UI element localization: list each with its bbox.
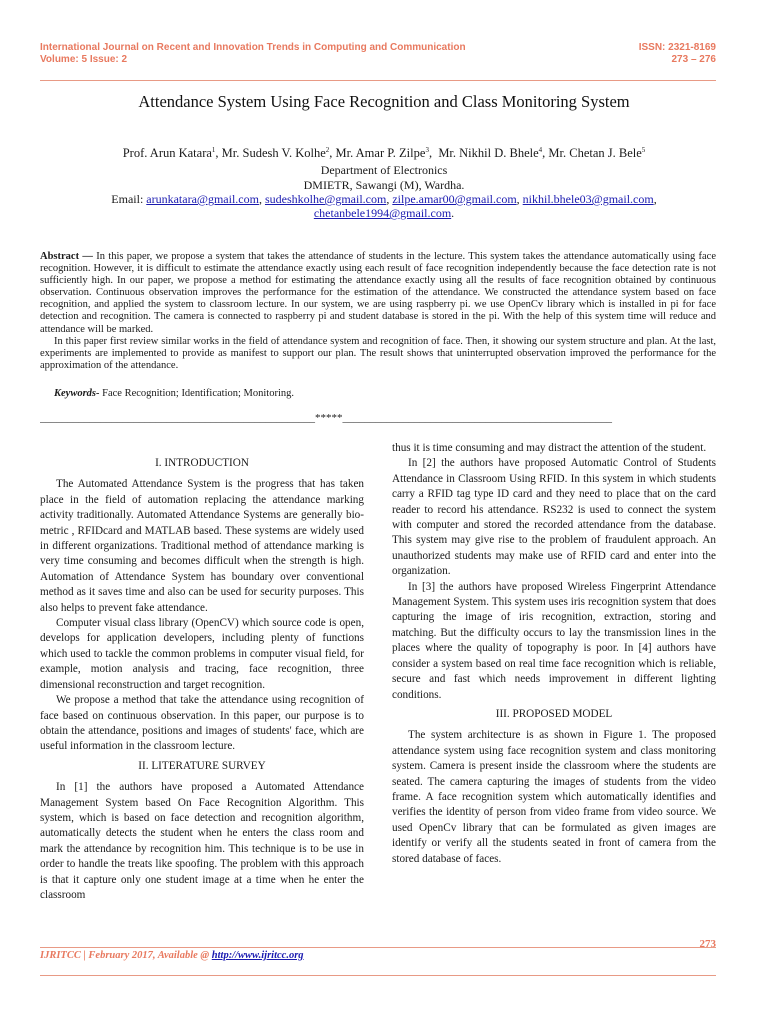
journal-pages: 273 – 276 <box>671 54 716 65</box>
body-paragraph: We propose a method that take the attendance using recognition of face based on continuous observation. In this paper, our purpose is to obtain the attendance, positions and images of students' face, which are useful information in the classroom lecture. <box>40 694 364 753</box>
journal-title <box>40 42 466 66</box>
affiliation-dept: Department of Electronics <box>320 163 448 177</box>
journal-issn: ISSN: 2321-8169 <box>638 42 716 53</box>
affiliation-institute: DMIETR, Sawangi (M), Wardha. <box>303 178 465 192</box>
footer-link[interactable]: http://www.ijritcc.org <box>211 950 304 961</box>
body-paragraph: thus it is time consuming and may distract the attention of the student. <box>392 442 707 454</box>
keywords <box>54 388 294 399</box>
abstract-paragraph: In this paper first review similar works in the field of attendance system and recognition of face. Then, it showing our system structure and plan. At the last, experiments are implemented to provide as manifest to support our plan. The result shows that uninterrupted observation improved the performance for the approximation of the attendance. <box>40 335 716 371</box>
page-number: 273 <box>699 938 716 950</box>
header-divider <box>40 80 716 81</box>
body-paragraph: Computer visual class library (OpenCV) which source code is open, develops for application developers, including plenty of functions which used to tackle the common problems in computer visual field, for example, motion analysis and tracing, face recognition, three dimensional reconstruction and target recognition. <box>40 617 364 691</box>
author-list: Prof. Arun Katara$^1$, Mr. Sudesh V. Kolhe$^2$, Mr. Amar P. Zilpe$^3$, Mr. Nikhil D. Bhele$^4$, Mr. Chetan J. Bele$^5$ <box>122 146 646 161</box>
journal-issn-block <box>639 42 716 66</box>
right-column <box>392 441 716 867</box>
author: Mr. Nikhil D. Bhele <box>438 146 539 161</box>
author: Mr. Chetan J. Bele <box>548 146 642 161</box>
abstract-label: Abstract — <box>40 251 93 262</box>
section-separator: __________________________________________________*****_________________________________________________ <box>40 412 612 424</box>
author: Mr. Amar P. Zilpe <box>335 146 426 161</box>
body-paragraph: In [3] the authors have proposed Wireless Fingerprint Attendance Management System. This system uses iris recognition system that does capturing the image of iris recognition, extraction, storing and matching. But the difficulty occurs to lay the transmission lines in the places where the quality of topography is poor. In [4] authors have consider a system based on real time face recognition which is reliable, secure and fast which needs improvement in different lighting conditions. <box>392 580 716 701</box>
footer-bottom-divider <box>40 975 716 976</box>
body-paragraph: In [1] the authors have proposed a Automated Attendance Management System based On Face Recognition Algorithm. This system, which is based on face detection and recognition algorithm, automatically detects the student when he enters the class room and mark the attendance by recognition him. This technique is to be use in order to handle the treats like spoofing. The problem with this approach is that it capture only one student image at a time when he enter the classroom <box>40 781 364 901</box>
footer <box>40 950 304 961</box>
body-paragraph: The Automated Attendance System is the progress that has taken place in the field of automation replacing the attendance marking activity traditionally. Automated Attendance Systems are generally bio-metric , RFIDcard and MATLAB based. These systems are widely used in different organizations. Traditional method of attendance marking is very time consuming and becomes difficult when the strength is high. Automation of Attendance System has boundary over conventional method as it saves time and also can be used for security purposes. This also helps to prevent fake attendance. <box>40 478 364 614</box>
author: Prof. Arun Katara <box>122 146 212 161</box>
section-heading: I. INTRODUCTION <box>155 457 249 469</box>
left-column <box>40 452 364 903</box>
journal-volume: Volume: 5 Issue: 2 <box>40 54 128 65</box>
email-label: Email: <box>111 192 144 206</box>
keywords-label: Keywords- <box>54 388 100 399</box>
email-link[interactable]: zilpe.amar00@gmail.com <box>392 192 517 206</box>
section-heading: III. PROPOSED MODEL <box>495 707 613 720</box>
email-link[interactable]: arunkatara@gmail.com <box>146 192 259 206</box>
section-heading: II. LITERATURE SURVEY <box>138 759 266 772</box>
body-paragraph: The system architecture is as shown in Figure 1. The proposed attendance system using face recognition system and class monitoring system. Camera is present inside the classroom where the students are seated. The camera capturing the images of students from the video frame. A face recognition system which automatically identifies and verifies the identity of person from video frame from video source. We used OpenCv library that can be formulated as given images are identify or verify all the students seated in front of camera from the stored database of faces. <box>392 729 716 865</box>
footer-divider <box>40 947 716 948</box>
paper-title: Attendance System Using Face Recognition and Class Monitoring System <box>138 92 630 111</box>
abstract <box>40 251 716 372</box>
keywords-text: Face Recognition; Identification; Monitoring. <box>102 388 295 399</box>
body-paragraph: In [2] the authors have proposed Automatic Control of Students Attendance in Classroom Using RFID. In this system in which students carry a RFID tag type ID card and they need to place that on the card reader to record his attendance. RS232 is used to connect the system with computer and stored the recorded attendance from the database. This system may give rise to the problem of fraudulent approach. An unauthorized students may make use of RFID card and enter into the organization. <box>392 457 716 578</box>
email-line: Email: arunkatara@gmail.com, sudeshkolhe@gmail.com, zilpe.amar00@gmail.com, nikhil.bhele03@gmail.com, <box>111 192 657 206</box>
email-link[interactable]: sudeshkolhe@gmail.com <box>264 192 387 206</box>
author: Mr. Sudesh V. Kolhe <box>221 146 326 161</box>
abstract-paragraph: In this paper, we propose a system that takes the attendance of students in the lecture. This system takes the attendance automatically using face recognition. However, it is difficult to estimate the attendance exactly using each result of face recognition independently because the face detection rate is not sufficiently high. In our paper, we propose a method for estimating the attendance exactly using all the results of face recognition obtained by continuous observation. Continuous observation improves the performance for the estimation of the attendance. We constructed the attendance system based on face recognition, and applied the system to classroom lecture. In our system, we are using raspberry pi. we use OpenCv library which is installed in pi for face detection and recognition. The camera is connected to raspberry pi and student database is stored in the pi. With the help of this system time will reduce and attendance will be marked. <box>40 251 717 335</box>
email-link[interactable]: chetanbele1994@gmail.com <box>313 206 452 220</box>
journal-name: International Journal on Recent and Innovation Trends in Computing and Communication <box>40 42 466 53</box>
email-line-2: chetanbele1994@gmail.com. <box>313 206 455 220</box>
footer-text: IJRITCC | February 2017, Available @ <box>40 950 212 961</box>
email-link[interactable]: nikhil.bhele03@gmail.com <box>522 192 654 206</box>
